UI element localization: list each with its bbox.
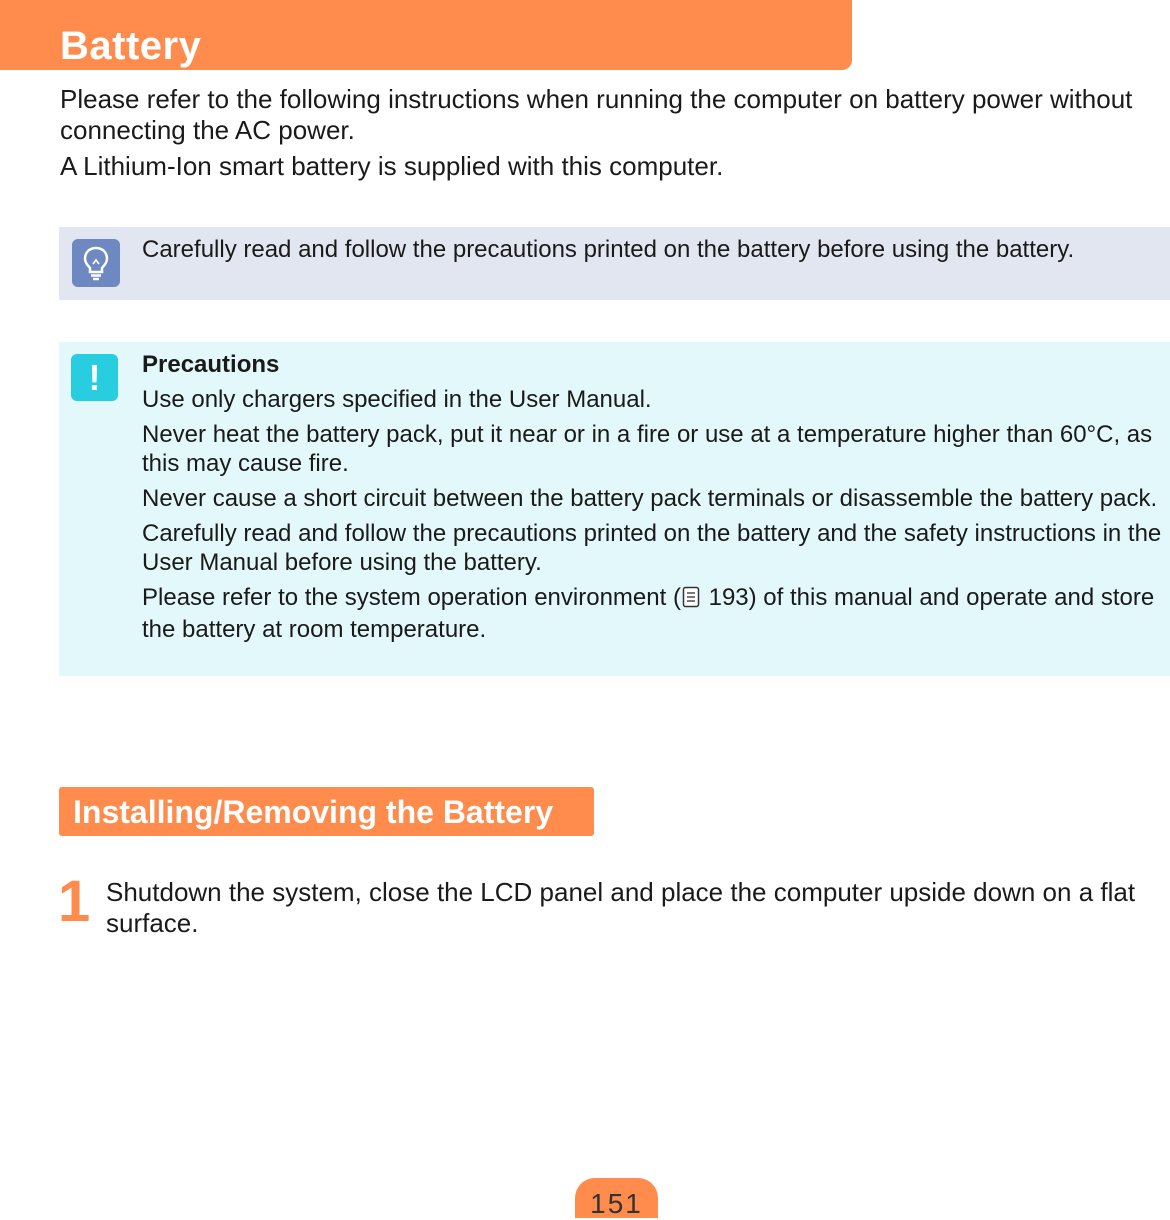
title-bar <box>0 0 852 70</box>
precaution-item: Carefully read and follow the precautions printed on the battery and the safety instructions in the User Manual before using the battery. <box>142 520 1162 576</box>
precaution-item-text: Please refer to the system operation environment ( <box>142 584 681 611</box>
exclamation-icon: ! <box>71 354 118 401</box>
precautions-heading: Precautions <box>142 351 280 378</box>
step-number: 1 <box>58 869 91 934</box>
precautions-note <box>59 342 1170 676</box>
precaution-item: Never cause a short circuit between the battery pack terminals or disassemble the battery pack. <box>142 485 1158 512</box>
page-title: Battery <box>60 24 202 68</box>
tip-text: Carefully read and follow the precautions printed on the battery before using the battery. <box>142 236 1075 263</box>
manual-page-icon <box>682 586 700 615</box>
precaution-item: Use only chargers specified in the User Manual. <box>142 386 652 413</box>
section-title: Installing/Removing the Battery <box>73 794 554 830</box>
section-header <box>59 787 594 836</box>
tip-note <box>59 227 1170 300</box>
precaution-item <box>142 583 1162 644</box>
lightbulb-icon <box>72 239 120 287</box>
precaution-item-text: 193) of this manual and operate and store the battery at room temperature. <box>142 584 1155 643</box>
intro-paragraph: A Lithium-Ion smart battery is supplied with this computer. <box>60 151 724 181</box>
precautions-content <box>142 350 1162 650</box>
intro-text <box>60 84 1160 187</box>
precaution-item: Never heat the battery pack, put it near or in a fire or use at a temperature higher than 60°C, as this may cause fire. <box>142 421 1153 477</box>
page-number: 151 <box>590 1188 643 1219</box>
page-number-tab <box>575 1178 658 1218</box>
step-text: Shutdown the system, close the LCD panel and place the computer upside down on a flat surface. <box>106 877 1136 938</box>
intro-paragraph: Please refer to the following instructions when running the computer on battery power without connecting the AC power. <box>60 84 1133 145</box>
